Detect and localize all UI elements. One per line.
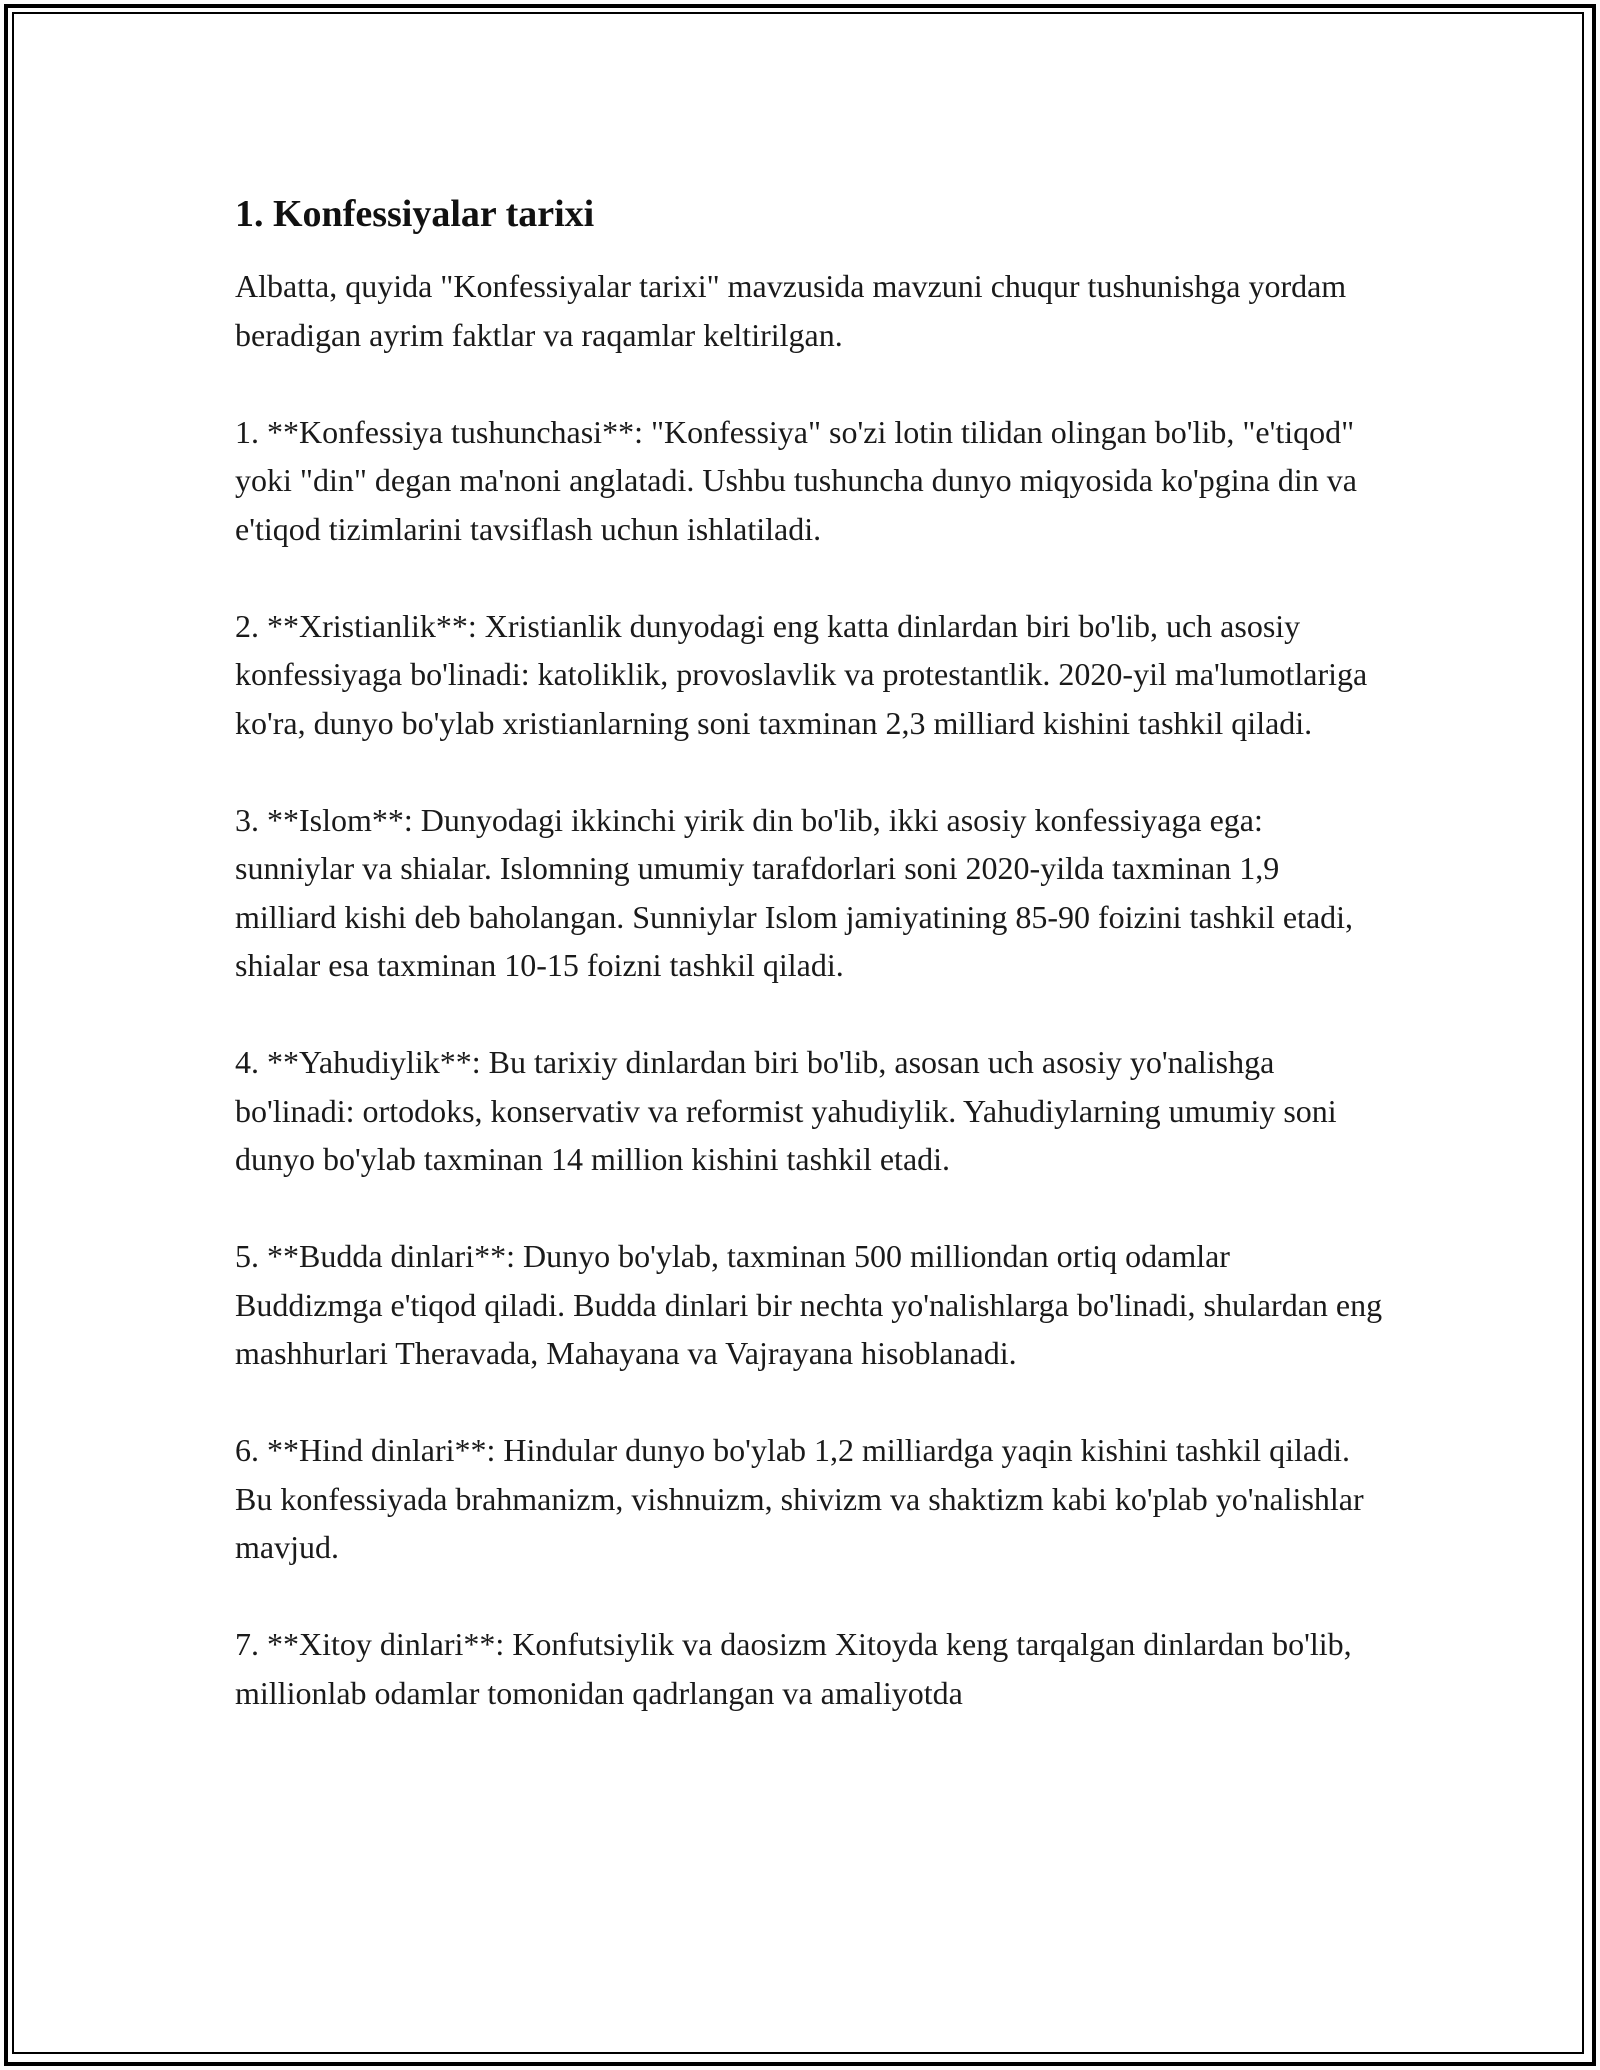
list-item-hind: 6. **Hind dinlari**: Hindular dunyo bo'ylab 1,2 milliardga yaqin kishini tashkil qiladi. Bu konfessiyada brahmanizm, vishnuizm, shivizm va shaktizm kabi ko'plab yo'nalishlar mavjud. — [235, 1432, 1364, 1565]
list-item-islom: 3. **Islom**: Dunyodagi ikkinchi yirik din bo'lib, ikki asosiy konfessiyaga ega: sunniylar va shialar. Islomning umumiy tarafdorlari soni 2020-yilda taxminan 1,9 milliard kishi deb baholangan. Sunniylar Islom jamiyatining 85-90 foizini tashkil etadi, shialar esa taxminan 10-15 foizni tashkil qiladi. — [235, 801, 1354, 983]
list-item-budda: 5. **Budda dinlari**: Dunyo bo'ylab, taxminan 500 milliondan ortiq odamlar Buddizmga e'tiqod qiladi. Budda dinlari bir nechta yo'nalishlarga bo'linadi, shulardan eng mashhurlari Theravada, Mahayana va Vajrayana hisoblanadi. — [235, 1238, 1383, 1371]
intro-paragraph: Albatta, quyida "Konfessiyalar tarixi" mavzusida mavzuni chuqur tushunishga yordam beradigan ayrim faktlar va raqamlar keltirilgan. — [235, 268, 1347, 353]
document-body — [235, 188, 1385, 1766]
list-item-xristianlik: 2. **Xristianlik**: Xristianlik dunyodagi eng katta dinlardan biri bo'lib, uch asosiy konfessiyaga bo'linadi: katoliklik, provoslavlik va protestantlik. 2020-yil ma'lumotlariga ko'ra, dunyo bo'ylab xristianlarning soni taxminan 2,3 milliard kishini tashkil qiladi. — [235, 607, 1368, 741]
list-item-xitoy: 7. **Xitoy dinlari**: Konfutsiylik va daosizm Xitoyda keng tarqalgan dinlardan bo'lib, millionlab odamlar tomonidan qadrlangan va amaliyotda — [235, 1626, 1352, 1711]
page-title: 1. Konfessiyalar tarixi — [235, 193, 595, 235]
list-item-yahudiylik: 4. **Yahudiylik**: Bu tarixiy dinlardan biri bo'lib, asosan uch asosiy yo'nalishga bo'linadi: ortodoks, konservativ va reformist yahudiylik. Yahudiylarning umumiy soni dunyo bo'ylab taxminan 14 million kishini tashkil etadi. — [235, 1044, 1337, 1177]
list-item-konfessiya: 1. **Konfessiya tushunchasi**: "Konfessiya" so'zi lotin tilidan olingan bo'lib, "e'tiqod" yoki "din" degan ma'noni anglatadi. Ushbu tushuncha dunyo miqyosida ko'pgina din va e'tiqod tizimlarini tavsiflash uchun ishlatiladi. — [235, 413, 1357, 547]
